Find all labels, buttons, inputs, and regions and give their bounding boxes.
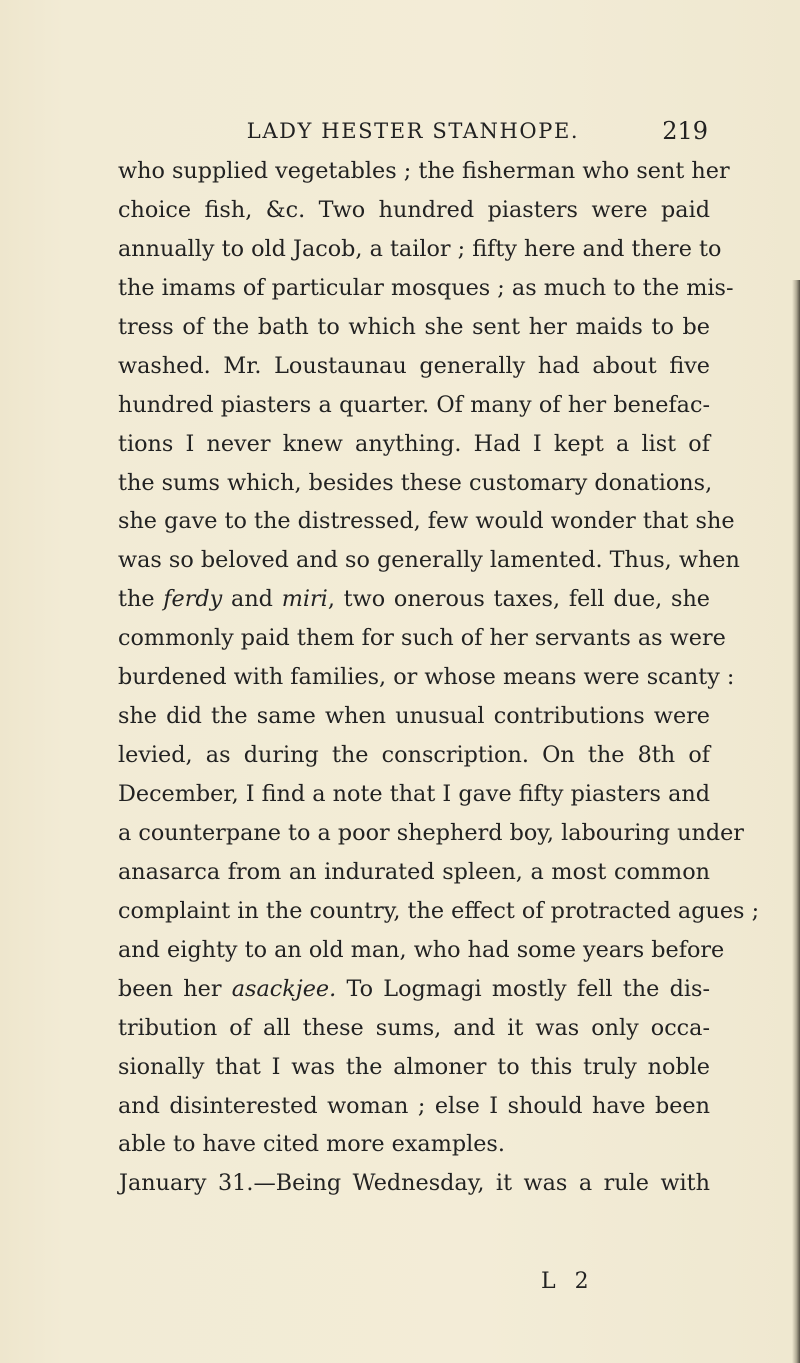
page-number: 219 [662, 117, 708, 145]
text-line: was so beloved and so generally lamented. Thus, when [118, 547, 740, 574]
text-line: annually to old Jacob, a tailor ; fifty here and there to [118, 235, 722, 262]
text-line-with-italics [118, 580, 710, 619]
text-line: hundred piasters a quarter. Of many of her benefac- [118, 391, 710, 418]
text-fragment: , two onerous taxes, fell due, she [327, 586, 710, 613]
text-fragment: been her [118, 975, 232, 1002]
text-line: burdened with families, or whose means were scanty : [118, 664, 735, 691]
italic-term-asackjee: asackjee. [231, 975, 337, 1002]
italic-term-ferdy: ferdy [163, 586, 223, 613]
text-fragment: and [222, 586, 282, 613]
text-line: she did the same when unusual contributions were [118, 703, 710, 730]
text-line: anasarca from an indurated spleen, a most common [118, 858, 710, 885]
text-line: January 31.—Being Wednesday, it was a rule with [119, 1170, 710, 1197]
paragraph-end-line: able to have cited more examples. [118, 1131, 505, 1158]
text-line: December, I find a note that I gave fifty piasters and [118, 781, 710, 807]
text-line: the sums which, besides these customary donations, [118, 469, 713, 496]
text-fragment: the [118, 586, 164, 613]
italic-term-miri: miri [281, 586, 328, 613]
text-line: washed. Mr. Loustaunau generally had about five [118, 352, 710, 379]
text-line: a counterpane to a poor shepherd boy, labouring under [118, 819, 744, 846]
text-line: tress of the bath to which she sent her maids to be [118, 313, 710, 340]
page-header [118, 116, 708, 150]
text-fragment: To Logmagi mostly fell the dis- [336, 975, 710, 1002]
text-line: complaint in the country, the effect of protracted agues ; [118, 897, 760, 924]
text-line: and eighty to an old man, who had some years before [118, 936, 725, 963]
text-line: she gave to the distressed, few would wonder that she [118, 508, 735, 535]
text-line: the imams of particular mosques ; as much to the mis- [118, 274, 734, 301]
text-line: who supplied vegetables ; the fisherman who sent her [118, 158, 730, 184]
text-line: tribution of all these sums, and it was only occa- [118, 1014, 710, 1041]
text-line: sionally that I was the almoner to this truly noble [118, 1053, 710, 1080]
text-line-with-italics [118, 970, 710, 1009]
signature-mark: L 2 [541, 1269, 595, 1294]
running-head: LADY HESTER STANHOPE. [246, 119, 580, 143]
text-line: levied, as during the conscription. On the 8th of [118, 742, 710, 769]
text-line: and disinterested woman ; else I should have been [118, 1092, 710, 1119]
text-line: commonly paid them for such of her servants as were [118, 625, 726, 652]
text-line: tions I never knew anything. Had I kept a list of [118, 430, 710, 457]
page-binding-edge [792, 280, 800, 1363]
text-line: choice fish, &c. Two hundred piasters were paid [118, 196, 710, 223]
body-text [118, 152, 760, 1203]
